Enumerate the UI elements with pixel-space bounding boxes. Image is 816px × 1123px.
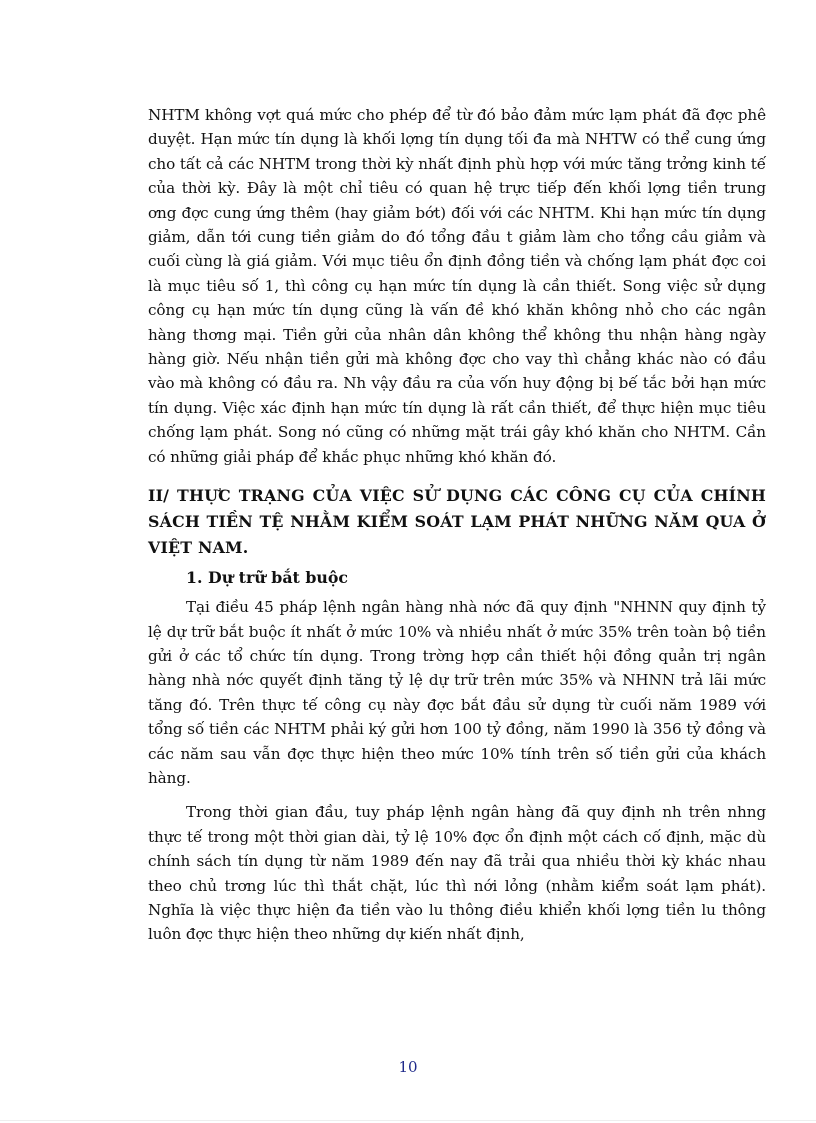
page-number: 10 [398, 1058, 418, 1076]
paragraph-spacer [148, 790, 766, 800]
page-bottom-edge [0, 1120, 816, 1121]
text-column [148, 103, 766, 947]
body-paragraph: Trong thời gian đầu, tuy pháp lệnh ngân hàng đã quy định nh trên nhng thực tế trong một thời gian dài, tỷ lệ 10% đợc ổn định một cách cố định, mặc dù chính sách tín dụng từ năm 1989 đến nay đã trải qua nhiều thời kỳ khác nhau theo chủ trơng lúc thì thắt chặt, lúc thì nới lỏng (nhằm kiểm soát lạm phát). Nghĩa là việc thực hiện đa tiền vào lu thông điều khiển khối lợng tiền lu thông luôn đợc thực hiện theo những dự kiến nhất định, [148, 803, 766, 944]
subsection-heading: 1. Dự trữ bắt buộc [186, 568, 349, 588]
body-paragraph: NHTM không vợt quá mức cho phép để từ đó bảo đảm mức lạm phát đã đợc phê duyệt. Hạn mức tín dụng là khối lợng tín dụng tối đa mà NHTW có thể cung ứng cho tất cả các NHTM trong thời kỳ nhất định phù hợp với mức tăng trởng kinh tế của thời kỳ. Đây là một chỉ tiêu có quan hệ trực tiếp đến khối lợng tiền trung ơng đợc cung ứng thêm (hay giảm bớt) đối với các NHTM. Khi hạn mức tín dụng giảm, dẫn tới cung tiền giảm do đó tổng đầu t giảm làm cho tổng cầu giảm và cuối cùng là giá giảm. Với mục tiêu ổn định đồng tiền và chống lạm phát đợc coi là mục tiêu số 1, thì công cụ hạn mức tín dụng là cần thiết. Song việc sử dụng công cụ hạn mức tín dụng cũng là vấn đề khó khăn không nhỏ cho các ngân hàng thơng mại. Tiền gửi của nhân dân không thể không thu nhận hàng ngày hàng giờ. Nếu nhận tiền gửi mà không đợc cho vay thì chẳng khác nào có đầu vào mà không có đầu ra. Nh vậy đầu ra của vốn huy động bị bế tắc bởi hạn mức tín dụng. Việc xác định hạn mức tín dụng là rất cần thiết, để thực hiện mục tiêu chống lạm phát. Song nó cũng có những mặt trái gây khó khăn cho NHTM. Cần có những giải pháp để khắc phục những khó khăn đó. [148, 106, 766, 466]
section-heading: II/ THỰC TRẠNG CỦA VIỆC SỬ DỤNG CÁC CÔNG CỤ CỦA CHÍNH SÁCH TIỀN TỆ NHẰM KIỂM SOÁT LẠM PHÁT NHỮNG NĂM QUA Ở VIỆT NAM. [148, 486, 766, 558]
body-paragraph: Tại điều 45 pháp lệnh ngân hàng nhà nớc đã quy định "NHNN quy định tỷ lệ dự trữ bắt buộc ít nhất ở mức 10% và nhiều nhất ở mức 35% trên toàn bộ tiền gửi ở các tổ chức tín dụng. Trong trờng hợp cần thiết hội đồng quản trị ngân hàng nhà nớc quyết định tăng tỷ lệ dự trữ trên mức 35% và NHNN trả lãi mức tăng đó. Trên thực tế công cụ này đợc bắt đầu sử dụng từ cuối năm 1989 với tổng số tiền các NHTM phải ký gửi hơn 100 tỷ đồng, năm 1990 là 356 tỷ đồng và các năm sau vẫn đợc thực hiện theo mức 10% tính trên số tiền gửi của khách hàng. [148, 598, 766, 787]
